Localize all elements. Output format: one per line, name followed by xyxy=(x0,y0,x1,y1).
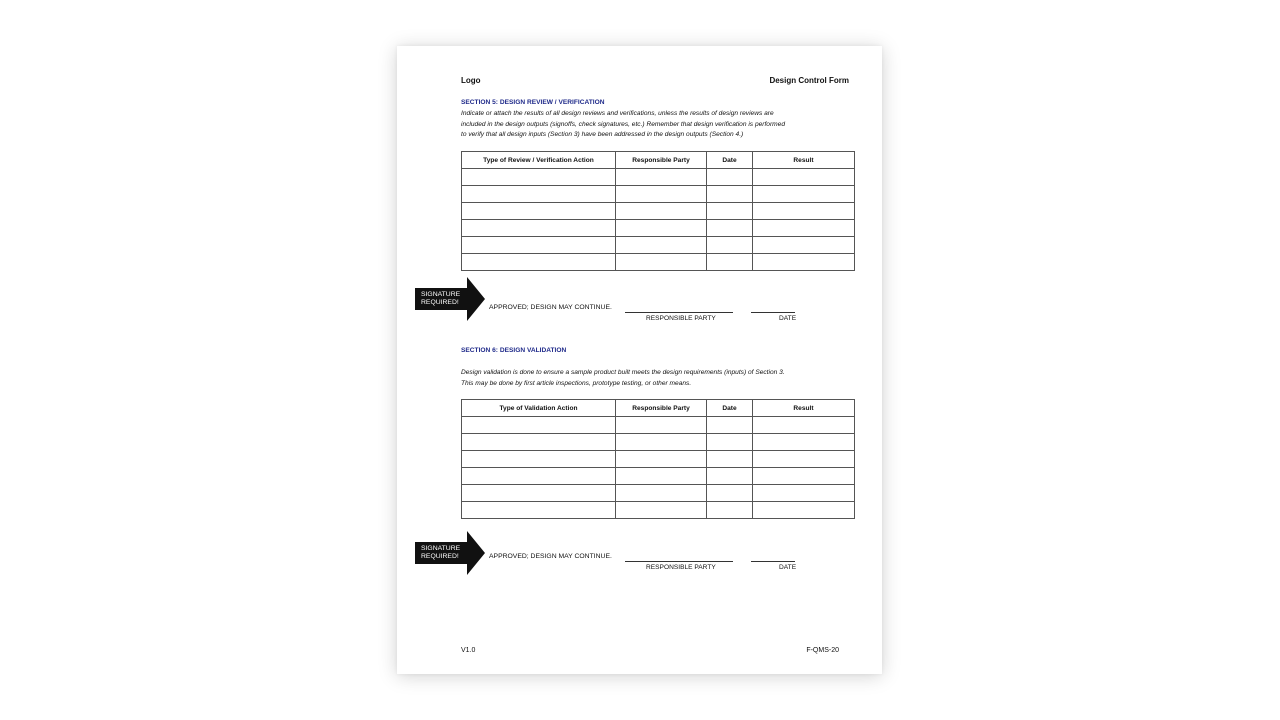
approval-statement: APPROVED; DESIGN MAY CONTINUE. xyxy=(489,553,612,560)
table-cell[interactable] xyxy=(616,451,707,468)
table-cell[interactable] xyxy=(616,502,707,519)
table-row xyxy=(462,502,855,519)
table-cell[interactable] xyxy=(462,203,616,220)
table-cell[interactable] xyxy=(616,220,707,237)
section5-title: SECTION 5: DESIGN REVIEW / VERIFICATION xyxy=(461,99,605,106)
table-cell[interactable] xyxy=(462,417,616,434)
table-cell[interactable] xyxy=(707,485,753,502)
table-cell[interactable] xyxy=(753,468,855,485)
table-cell[interactable] xyxy=(753,186,855,203)
section6-description xyxy=(461,368,856,389)
section5-desc-line: Indicate or attach the results of all design reviews and verifications, unless the results of design reviews are xyxy=(461,110,774,117)
form-title: Design Control Form xyxy=(769,76,849,85)
signature-label-line: REQUIRED! xyxy=(421,553,459,560)
column-header-date: Date xyxy=(707,152,753,169)
form-version: V1.0 xyxy=(461,647,476,654)
table-cell[interactable] xyxy=(707,502,753,519)
table-cell[interactable] xyxy=(462,434,616,451)
section6-table xyxy=(461,399,855,519)
table-cell[interactable] xyxy=(616,468,707,485)
table-cell[interactable] xyxy=(462,254,616,271)
column-header-result: Result xyxy=(753,400,855,417)
table-cell[interactable] xyxy=(707,169,753,186)
table-header-row xyxy=(462,152,855,169)
table-cell[interactable] xyxy=(707,417,753,434)
section6-title: SECTION 6: DESIGN VALIDATION xyxy=(461,347,567,354)
section5-desc-line: included in the design outputs (signoffs, check signatures, etc.) Remember that design verification is performed xyxy=(461,120,785,128)
form-id: F-QMS-20 xyxy=(806,647,839,654)
table-cell[interactable] xyxy=(616,485,707,502)
signature-required-arrow xyxy=(415,531,485,575)
signature-required-label xyxy=(421,545,460,561)
table-row xyxy=(462,220,855,237)
table-row xyxy=(462,169,855,186)
table-row xyxy=(462,417,855,434)
responsible-party-label: RESPONSIBLE PARTY xyxy=(646,315,716,322)
table-cell[interactable] xyxy=(616,254,707,271)
table-cell[interactable] xyxy=(707,451,753,468)
table-cell[interactable] xyxy=(462,451,616,468)
section5-desc-line: to verify that all design inputs (Section 3) have been addressed in the design outputs (Section 4.) xyxy=(461,131,744,138)
table-row xyxy=(462,434,855,451)
date-label: DATE xyxy=(779,564,797,571)
table-cell[interactable] xyxy=(462,468,616,485)
table-cell[interactable] xyxy=(462,169,616,186)
table-cell[interactable] xyxy=(753,254,855,271)
table-cell[interactable] xyxy=(616,417,707,434)
table-row xyxy=(462,254,855,271)
date-label: DATE xyxy=(779,315,797,322)
signature-required-arrow xyxy=(415,277,485,321)
column-header-date: Date xyxy=(707,400,753,417)
table-cell[interactable] xyxy=(707,186,753,203)
table-cell[interactable] xyxy=(753,237,855,254)
signature-label-line: REQUIRED! xyxy=(421,299,459,306)
table-row xyxy=(462,203,855,220)
responsible-party-signature-line[interactable] xyxy=(625,561,733,562)
table-cell[interactable] xyxy=(462,502,616,519)
table-cell[interactable] xyxy=(462,485,616,502)
table-cell[interactable] xyxy=(753,502,855,519)
table-row xyxy=(462,451,855,468)
column-header-result: Result xyxy=(753,152,855,169)
table-cell[interactable] xyxy=(707,203,753,220)
column-header-action: Type of Validation Action xyxy=(462,400,616,417)
table-cell[interactable] xyxy=(462,237,616,254)
section5-description xyxy=(461,109,856,141)
approval-statement: APPROVED; DESIGN MAY CONTINUE. xyxy=(489,304,612,311)
signature-label-line: SIGNATURE xyxy=(421,545,461,552)
column-header-action: Type of Review / Verification Action xyxy=(462,152,616,169)
signature-label-line: SIGNATURE xyxy=(421,291,461,298)
table-cell[interactable] xyxy=(616,169,707,186)
column-header-party: Responsible Party xyxy=(616,400,707,417)
table-cell[interactable] xyxy=(707,237,753,254)
section5-table xyxy=(461,151,855,271)
table-cell[interactable] xyxy=(753,485,855,502)
table-cell[interactable] xyxy=(707,220,753,237)
section6-desc-line: Design validation is done to ensure a sample product built meets the design requirements (inputs) of Section 3. xyxy=(461,369,785,376)
column-header-party: Responsible Party xyxy=(616,152,707,169)
table-cell[interactable] xyxy=(753,434,855,451)
table-header-row xyxy=(462,400,855,417)
table-row xyxy=(462,186,855,203)
table-cell[interactable] xyxy=(753,451,855,468)
table-row xyxy=(462,485,855,502)
table-cell[interactable] xyxy=(707,434,753,451)
table-cell[interactable] xyxy=(753,220,855,237)
table-cell[interactable] xyxy=(707,468,753,485)
responsible-party-signature-line[interactable] xyxy=(625,312,733,313)
table-cell[interactable] xyxy=(753,417,855,434)
table-row xyxy=(462,468,855,485)
table-cell[interactable] xyxy=(707,254,753,271)
table-cell[interactable] xyxy=(616,434,707,451)
date-signature-line[interactable] xyxy=(751,561,795,562)
date-signature-line[interactable] xyxy=(751,312,795,313)
responsible-party-label: RESPONSIBLE PARTY xyxy=(646,564,716,571)
table-cell[interactable] xyxy=(753,169,855,186)
table-cell[interactable] xyxy=(462,186,616,203)
section6-desc-line: This may be done by first article inspections, prototype testing, or other means. xyxy=(461,379,692,387)
table-cell[interactable] xyxy=(616,203,707,220)
table-cell[interactable] xyxy=(462,220,616,237)
form-page xyxy=(397,46,882,674)
logo-placeholder: Logo xyxy=(461,76,481,85)
table-row xyxy=(462,237,855,254)
table-cell[interactable] xyxy=(753,203,855,220)
table-cell[interactable] xyxy=(616,186,707,203)
signature-required-label xyxy=(421,291,460,307)
table-cell[interactable] xyxy=(616,237,707,254)
